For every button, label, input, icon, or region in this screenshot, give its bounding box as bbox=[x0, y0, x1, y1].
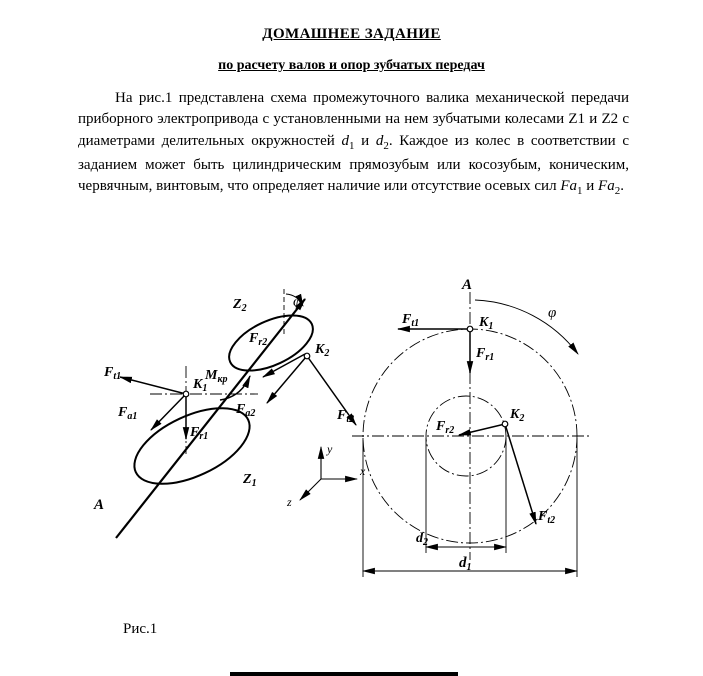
k1-point bbox=[183, 391, 189, 397]
dimension-d2 bbox=[416, 438, 506, 553]
force-fr2-label-left: $F_{r2}$ bbox=[249, 331, 268, 348]
axis-a-label-left: A bbox=[94, 497, 105, 513]
force-fr2-arrow-right bbox=[459, 424, 505, 435]
paragraph-fragment: и bbox=[354, 132, 376, 149]
figure-1 bbox=[70, 276, 635, 606]
force-fr1-label-left: $F_{r1}$ bbox=[190, 425, 209, 442]
paragraph-fragment: а bbox=[607, 178, 615, 195]
d1-label: $d_1$ bbox=[459, 555, 472, 573]
paragraph-fragment: 1 bbox=[577, 185, 583, 198]
document-page bbox=[0, 26, 703, 637]
axis-x-label: x bbox=[360, 464, 366, 478]
paragraph-fragment: а bbox=[569, 178, 577, 195]
paragraph-fragment: На рис.1 представлена схема промежуточного валика механической передачи приборного электропривода с установленными на нем зубчатыми колесами Z1 и Z2 с диаметрами делительных окружностей bbox=[78, 90, 629, 149]
paragraph-fragment: 2 bbox=[383, 139, 389, 152]
bottom-edge-artifact bbox=[230, 672, 458, 676]
k2-point bbox=[304, 353, 310, 359]
paragraph-fragment: 1 bbox=[348, 139, 355, 152]
d2-label: $d_2$ bbox=[416, 531, 428, 548]
paragraph-fragment: F bbox=[598, 178, 608, 195]
shaft-axis-line bbox=[116, 299, 305, 538]
paragraph-fragment: . Каждое из колес в соответствии с заданием может быть цилиндрическим прямозубым или косозубым, коническим, червячным, винтовым, что определяет наличие или отсутствие осевых сил bbox=[78, 132, 629, 195]
coordinate-axes bbox=[286, 442, 366, 509]
intro-paragraph bbox=[78, 88, 629, 200]
k1-label-left: $K_1$ bbox=[193, 377, 208, 394]
force-fr2-label-right: $F_{r2}$ bbox=[436, 419, 455, 436]
k2-label-right: $K_2$ bbox=[510, 407, 525, 424]
paragraph-fragment: и bbox=[582, 178, 599, 195]
document-subtitle: по расчету валов и опор зубчатых передач bbox=[218, 58, 485, 73]
paragraph-fragment: 2 bbox=[614, 185, 621, 198]
gear-z1-label: $Z_1$ bbox=[243, 472, 257, 489]
torque-mkr-label: $M_{кр}$ bbox=[205, 368, 228, 385]
figure-caption: Рис.1 bbox=[123, 621, 158, 637]
paragraph-fragment: d bbox=[341, 132, 349, 149]
force-fa2-label: $F_{a2}$ bbox=[236, 402, 256, 419]
paragraph-fragment: . bbox=[620, 178, 624, 195]
k2-point-right bbox=[502, 421, 508, 427]
axis-z-label: z bbox=[287, 495, 292, 509]
axis-y-label: y bbox=[327, 442, 333, 456]
axis-a-label-top: A bbox=[462, 277, 473, 293]
force-fr1-label-right: $F_{r1}$ bbox=[476, 346, 495, 363]
force-ft1-label-right: $F_{t1}$ bbox=[402, 312, 420, 329]
k2-label-left: $K_2$ bbox=[315, 342, 330, 359]
force-ft2-label-right: $F_{t2}$ bbox=[538, 509, 556, 526]
gear-z2-label: $Z_2$ bbox=[233, 297, 247, 314]
force-ft2-label-left: $F_{t2}$ bbox=[337, 408, 355, 425]
paragraph-fragment: d bbox=[375, 132, 384, 149]
document-title: ДОМАШНЕЕ ЗАДАНИЕ bbox=[262, 26, 441, 42]
phi-label-right: φ bbox=[548, 305, 557, 321]
force-ft1-label-left: $F_{t1}$ bbox=[104, 365, 122, 382]
k1-label-right: $K_1$ bbox=[479, 315, 494, 332]
front-view-diagram bbox=[352, 277, 590, 577]
force-ft2-arrow-right bbox=[505, 424, 536, 524]
axis-z bbox=[300, 479, 321, 500]
force-fa1-label: $F_{a1}$ bbox=[118, 405, 138, 422]
k1-point-right bbox=[467, 326, 473, 332]
force-ft1-arrow bbox=[120, 377, 186, 394]
axonometric-diagram bbox=[93, 289, 366, 538]
phi-label-left: φ bbox=[293, 294, 302, 310]
paragraph-fragment: F bbox=[560, 178, 570, 195]
